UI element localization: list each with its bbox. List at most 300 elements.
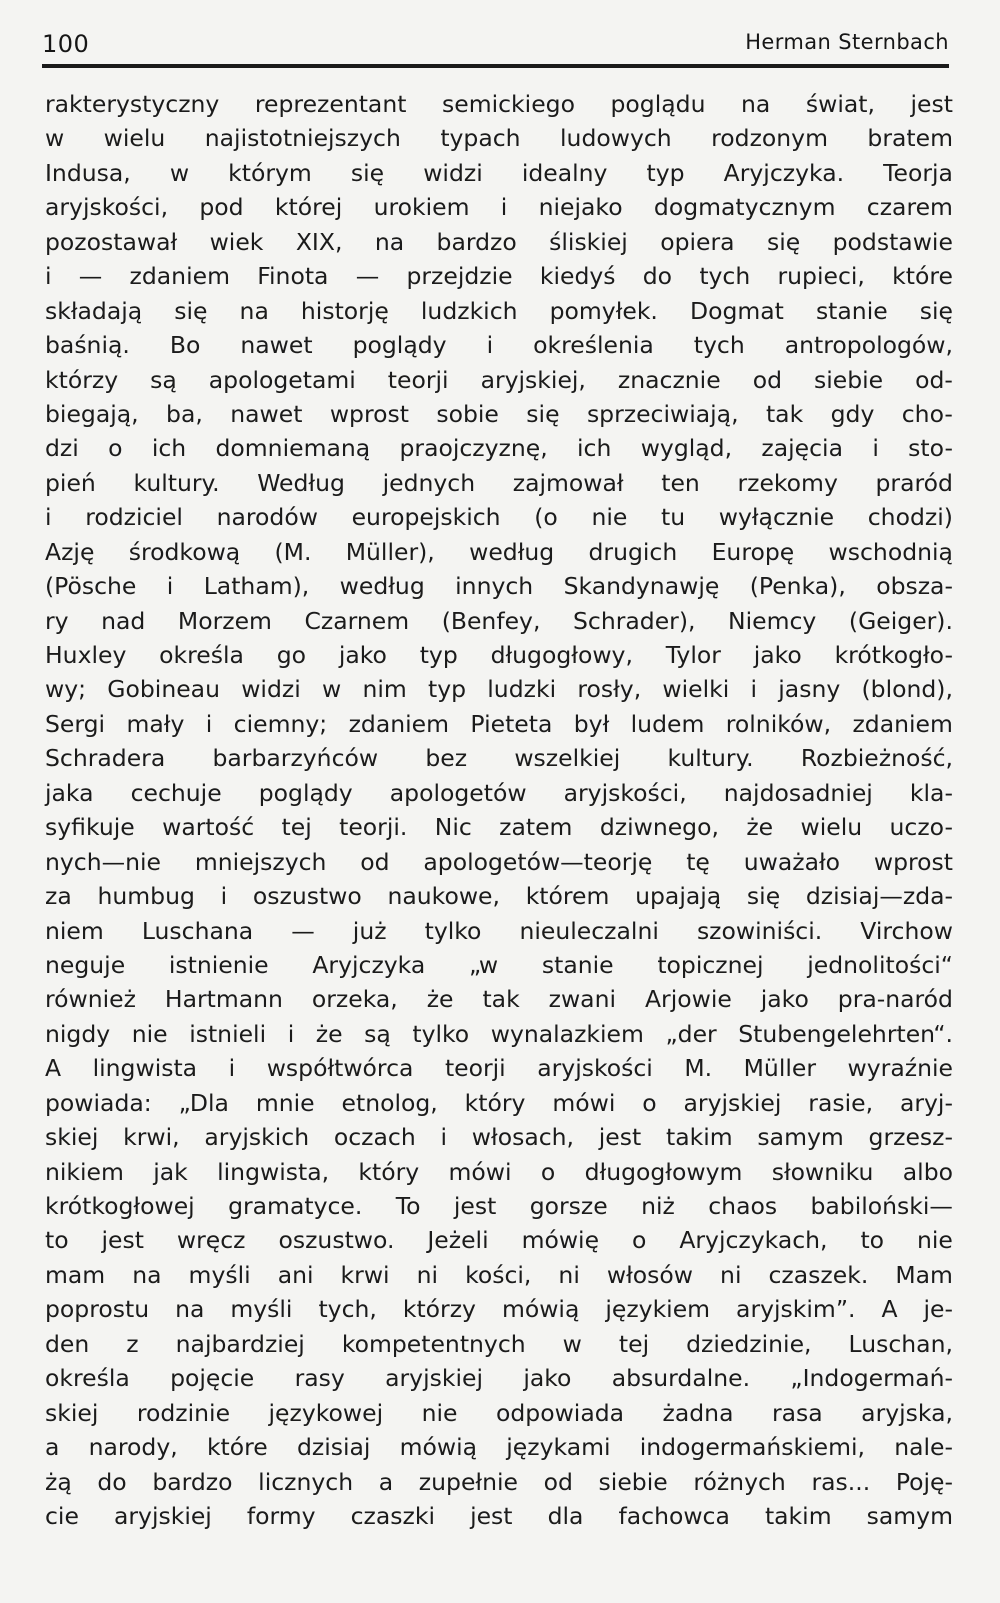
word: krwi, [123, 1123, 180, 1152]
word: za [45, 882, 72, 911]
word: typ [428, 675, 467, 704]
word: zajęcia [761, 434, 843, 463]
word: świat, [805, 90, 875, 118]
word: Pieteta [470, 709, 553, 738]
word: — [78, 262, 103, 291]
word: dziwnego, [599, 813, 719, 842]
word: składają [45, 296, 143, 325]
word: i [750, 675, 758, 704]
word: rolników, [725, 709, 832, 738]
word: fachowca [618, 1501, 730, 1530]
word: ni [720, 1260, 742, 1289]
word: wielu [103, 124, 166, 153]
word: Schrader), [573, 606, 696, 635]
word: domniemaną [215, 434, 371, 463]
word: niejako [538, 193, 623, 222]
word: bratem [867, 124, 953, 153]
word: zatem [499, 813, 573, 842]
word: mówi [448, 1157, 512, 1186]
word: kiedyś [539, 262, 616, 291]
text-line [45, 397, 953, 431]
word: pień [45, 468, 96, 497]
text-line [45, 1499, 953, 1533]
word: aryjskich [204, 1123, 310, 1152]
word: do [97, 1467, 127, 1496]
word: aryjskiej [385, 1364, 483, 1393]
word: chaos [708, 1192, 778, 1220]
word: nie [917, 1226, 953, 1255]
text-line [45, 156, 953, 190]
word: wyraźnie [847, 1054, 953, 1083]
word: jak [153, 1157, 188, 1186]
word: Huxley [45, 641, 127, 669]
word: Müller [743, 1054, 817, 1083]
text-line [45, 259, 953, 293]
word: na [132, 1260, 162, 1289]
text-line [45, 638, 953, 672]
body-text [45, 87, 953, 1533]
word: praojczyznę, [399, 434, 548, 463]
word: naukowe, [387, 882, 500, 911]
word: jest [470, 1501, 513, 1530]
word: antropologów, [784, 331, 953, 360]
word: znacznie [617, 365, 721, 394]
word: etnolog, [341, 1088, 438, 1117]
word: tych [693, 331, 745, 360]
word: wiek [209, 227, 264, 256]
word: ry [45, 606, 69, 635]
word: Według [257, 468, 345, 497]
word: siebie [813, 365, 884, 394]
word: syfikuje [45, 813, 135, 842]
word: o [642, 1088, 657, 1117]
word: ten [661, 468, 700, 497]
word: Arjowie [644, 985, 732, 1014]
word: Gobineau [107, 675, 220, 704]
word: językiem [605, 1295, 711, 1324]
word: typach [440, 124, 521, 153]
word: ba, [166, 399, 203, 428]
word: z [126, 1329, 139, 1358]
word: w [45, 124, 65, 153]
word: wynalazkiem [490, 1019, 644, 1048]
word: środkową [128, 537, 241, 566]
word: był [573, 709, 610, 738]
word: nale- [894, 1433, 953, 1462]
word: apologetów—teorję [423, 847, 653, 876]
word: i [872, 434, 879, 463]
word: (o [534, 503, 558, 532]
word: praród [875, 468, 953, 497]
word: dzisiaj [296, 1433, 371, 1462]
word: niż [641, 1192, 675, 1220]
word: o [631, 1226, 647, 1255]
word: bardzo [436, 227, 517, 256]
word: się [526, 399, 560, 428]
word: śliskiej [549, 227, 628, 256]
text-line [45, 1361, 953, 1395]
word: Teorja [883, 158, 953, 187]
word: rodzonym [711, 124, 828, 153]
word: i [287, 1019, 295, 1048]
word: od- [915, 365, 953, 394]
word: Czarnem [304, 606, 410, 635]
word: i [205, 709, 213, 738]
word: współtwórca [266, 1054, 414, 1083]
word: teorji [444, 1054, 506, 1083]
word: wschodnią [828, 537, 953, 566]
word: że [315, 1019, 343, 1048]
word: to [45, 1226, 69, 1255]
word: się [350, 158, 385, 187]
word: jest [598, 1123, 642, 1152]
word: jako [338, 641, 387, 669]
word: najistotniejszych [204, 124, 401, 153]
word: historję [300, 296, 389, 325]
word: jaka [45, 778, 94, 807]
text-line [45, 87, 953, 121]
word: w [562, 1329, 582, 1358]
word: żadna [662, 1398, 734, 1427]
word: długogłowym [584, 1157, 743, 1186]
text-line [45, 466, 953, 500]
word: również [45, 985, 136, 1014]
word: ich [151, 434, 187, 463]
word: topicznej [657, 950, 764, 979]
word: kości, [465, 1260, 532, 1289]
text-line [45, 190, 953, 224]
word: uczo- [889, 813, 953, 842]
word: jako [753, 641, 802, 669]
word: w [169, 158, 190, 187]
text-line [45, 948, 953, 982]
word: kultury. [667, 744, 754, 773]
word: baśnią. [45, 331, 130, 360]
text-line [45, 1396, 953, 1430]
word: powiada: [45, 1088, 152, 1117]
text-line [45, 776, 953, 810]
text-line [45, 1258, 953, 1292]
word: „Dla [178, 1088, 229, 1117]
word: mówię [521, 1226, 600, 1255]
word: nawet [240, 331, 313, 360]
word: na [239, 296, 269, 325]
word: czarem [866, 193, 953, 222]
word: kultury. [133, 468, 220, 497]
text-line [45, 741, 953, 775]
word: — [355, 262, 380, 291]
word: kompetentnych [341, 1329, 526, 1358]
word: siebie [598, 1467, 668, 1496]
word: rupieci, [777, 262, 865, 291]
word: Indusa, [45, 158, 131, 187]
word: językowej [268, 1398, 384, 1427]
word: M. [684, 1054, 713, 1083]
word: którem [525, 882, 610, 911]
word: aryjskości, [45, 193, 169, 222]
word: Rozbieżność, [800, 744, 953, 773]
word: rasie, [808, 1088, 874, 1117]
word: jako [523, 1364, 572, 1393]
word: A [45, 1054, 62, 1083]
word: pojęcie [170, 1364, 255, 1393]
word: orzeka, [311, 985, 398, 1014]
word: mniejszych [194, 847, 327, 876]
word: ciemny; [233, 709, 328, 738]
text-line [45, 810, 953, 844]
word: myśli [188, 1260, 251, 1289]
word: aryjskiej, [480, 365, 586, 394]
text-line [45, 879, 953, 913]
word: i [220, 882, 228, 911]
text-line [45, 707, 953, 741]
word: Aryjczykach, [679, 1226, 828, 1255]
word: jest [453, 1192, 497, 1220]
word: a [45, 1433, 60, 1462]
word: wyłącznie [718, 503, 835, 532]
word: (Benfey, [441, 606, 541, 635]
word: jednych [382, 468, 476, 497]
word: wielu [800, 813, 863, 842]
word: wartość [162, 813, 255, 842]
word: zupełnie [418, 1467, 518, 1496]
text-line [45, 982, 953, 1016]
word: skiej [45, 1123, 99, 1152]
word: określa [159, 641, 244, 669]
word: długogłowy, [490, 641, 633, 669]
word: kla- [909, 778, 953, 807]
word: którzy [402, 1295, 476, 1324]
word: absurdalne. [611, 1364, 751, 1393]
word: zwani [548, 985, 617, 1014]
word: pomyłek. [549, 296, 658, 325]
word: poglądu [610, 90, 706, 118]
word: przejdzie [406, 262, 513, 291]
word: Tylor [665, 641, 721, 669]
word: zdaniem [129, 262, 230, 291]
word: lingwista, [217, 1157, 330, 1186]
word: wszelkiej [514, 744, 621, 773]
word: nikiem [45, 1157, 124, 1186]
word: ludzkich [420, 296, 518, 325]
word: narody, [88, 1433, 178, 1462]
word: rosły, [577, 675, 642, 704]
word: lingwista [92, 1054, 198, 1083]
word: i [228, 1054, 236, 1083]
word: Mam [895, 1260, 953, 1289]
word: wy; [45, 675, 87, 704]
word: Sergi [45, 709, 106, 738]
word: rodzinie [136, 1398, 231, 1427]
text-line [45, 672, 953, 706]
word: „w [469, 950, 499, 979]
word: go [276, 641, 307, 669]
word: nieuleczalni [519, 916, 659, 945]
word: aryjskości, [563, 778, 687, 807]
word: Azję [45, 537, 95, 566]
word: urokiem [373, 193, 470, 222]
word: ludzki [487, 675, 557, 704]
word: od [360, 847, 390, 876]
word: je- [923, 1295, 953, 1324]
word: już [352, 916, 387, 945]
word: że [426, 985, 454, 1014]
word: (Penka), [749, 572, 846, 601]
word: istnienie [168, 950, 269, 979]
word: Virchow [860, 916, 953, 945]
word: tylko [424, 916, 482, 945]
word: najdosadniej [723, 778, 873, 807]
word: odpowiada [495, 1398, 625, 1427]
word: w [321, 675, 342, 704]
word: językami [506, 1433, 611, 1462]
word: wielki [662, 675, 730, 704]
text-line [45, 845, 953, 879]
word: nie [131, 1019, 168, 1048]
word: idealny [521, 158, 608, 187]
word: że [746, 813, 774, 842]
word: Stubengelehrten“. [738, 1019, 953, 1048]
word: czaszek. [768, 1260, 869, 1289]
page-header [42, 28, 949, 62]
word: tak [482, 985, 520, 1014]
word: mówią [399, 1433, 478, 1462]
word: Poję- [895, 1467, 953, 1496]
word: takim [666, 1123, 733, 1152]
text-line [45, 121, 953, 155]
word: krótkogłowej [45, 1192, 195, 1220]
word: i [45, 262, 52, 291]
word: samym [866, 1501, 953, 1530]
word: widzi [241, 675, 301, 704]
word: mnie [255, 1088, 315, 1117]
word: Europę [711, 537, 795, 566]
word: cechuje [130, 778, 222, 807]
word: ni [558, 1260, 580, 1289]
word: który [464, 1088, 526, 1117]
word: nie [421, 1398, 458, 1427]
header-rule [42, 64, 949, 68]
word: nych—nie [45, 847, 161, 876]
word: pra-naród [837, 985, 953, 1014]
word: tej [281, 813, 312, 842]
word: określenia [533, 331, 654, 360]
word: dogmatycznym [653, 193, 836, 222]
word: (blond), [861, 675, 953, 704]
word: gramatyce. [228, 1192, 363, 1220]
word: Luschana [141, 916, 254, 945]
word: licznych [258, 1467, 354, 1496]
word: istnieli [189, 1019, 267, 1048]
word: wręcz [176, 1226, 246, 1255]
word: i [486, 331, 494, 360]
word: cho- [901, 399, 953, 428]
word: podstawie [832, 227, 953, 256]
word: gorsze [529, 1192, 608, 1220]
word: A [881, 1295, 898, 1324]
text-line [45, 431, 953, 465]
word: włosów [606, 1260, 694, 1289]
word: Nic [434, 813, 472, 842]
text-line [45, 294, 953, 328]
word: tę [686, 847, 710, 876]
word: nawet [230, 399, 303, 428]
word: teorji. [339, 813, 408, 842]
word: nad [101, 606, 146, 635]
word: skiej [45, 1398, 99, 1427]
word: którym [228, 158, 312, 187]
word: wprost [329, 399, 409, 428]
word: o [540, 1157, 556, 1186]
word: nim [362, 675, 407, 704]
word: Aryjczyka [312, 950, 426, 979]
word: poglądy [352, 331, 447, 360]
word: według [469, 537, 555, 566]
text-line [45, 1430, 953, 1464]
word: ani [277, 1260, 314, 1289]
word: dziedzinie, [686, 1329, 812, 1358]
text-line [45, 1327, 953, 1361]
word: bardzo [152, 1467, 233, 1496]
word: aryjskim”. [736, 1295, 856, 1324]
text-line [45, 1292, 953, 1326]
word: europejskich [351, 503, 501, 532]
word: apologetami [208, 365, 356, 394]
word: biegają, [45, 399, 139, 428]
word: den [45, 1329, 90, 1358]
word: oczach [333, 1123, 416, 1152]
word: myśli [230, 1295, 293, 1324]
word: i [166, 572, 174, 601]
word: mówi [552, 1088, 616, 1117]
text-line [45, 1120, 953, 1154]
word: są [364, 1019, 391, 1048]
word: i [500, 193, 508, 222]
word: a [378, 1467, 394, 1496]
word: ni [416, 1260, 439, 1289]
word: cie [45, 1501, 79, 1530]
text-line [45, 1155, 953, 1189]
word: są [150, 365, 177, 394]
word: To [395, 1192, 421, 1220]
word: XIX, [295, 227, 343, 256]
word: (M. [274, 537, 312, 566]
word: aryjskiej [683, 1088, 782, 1117]
word: aryjska, [861, 1398, 953, 1427]
word: oszustwo. [278, 1226, 395, 1255]
word: tych, [318, 1295, 377, 1324]
word: ras... [811, 1467, 871, 1496]
word: narodów [216, 503, 318, 532]
word: Bo [169, 331, 201, 360]
word: rodziciel [85, 503, 183, 532]
word: Morzem [177, 606, 272, 635]
word: stanie [815, 296, 888, 325]
word: grzesz- [868, 1123, 953, 1152]
text-line [45, 914, 953, 948]
word: tak [765, 399, 804, 428]
text-line [45, 1189, 953, 1223]
word: tych [699, 262, 751, 291]
word: które [892, 262, 953, 291]
word: formy [246, 1501, 316, 1530]
word: sto- [908, 434, 953, 463]
word: na [741, 90, 771, 118]
word: wprost [873, 847, 953, 876]
word: od [543, 1467, 573, 1496]
word: słowniku [771, 1157, 874, 1186]
word: Müller), [345, 537, 435, 566]
